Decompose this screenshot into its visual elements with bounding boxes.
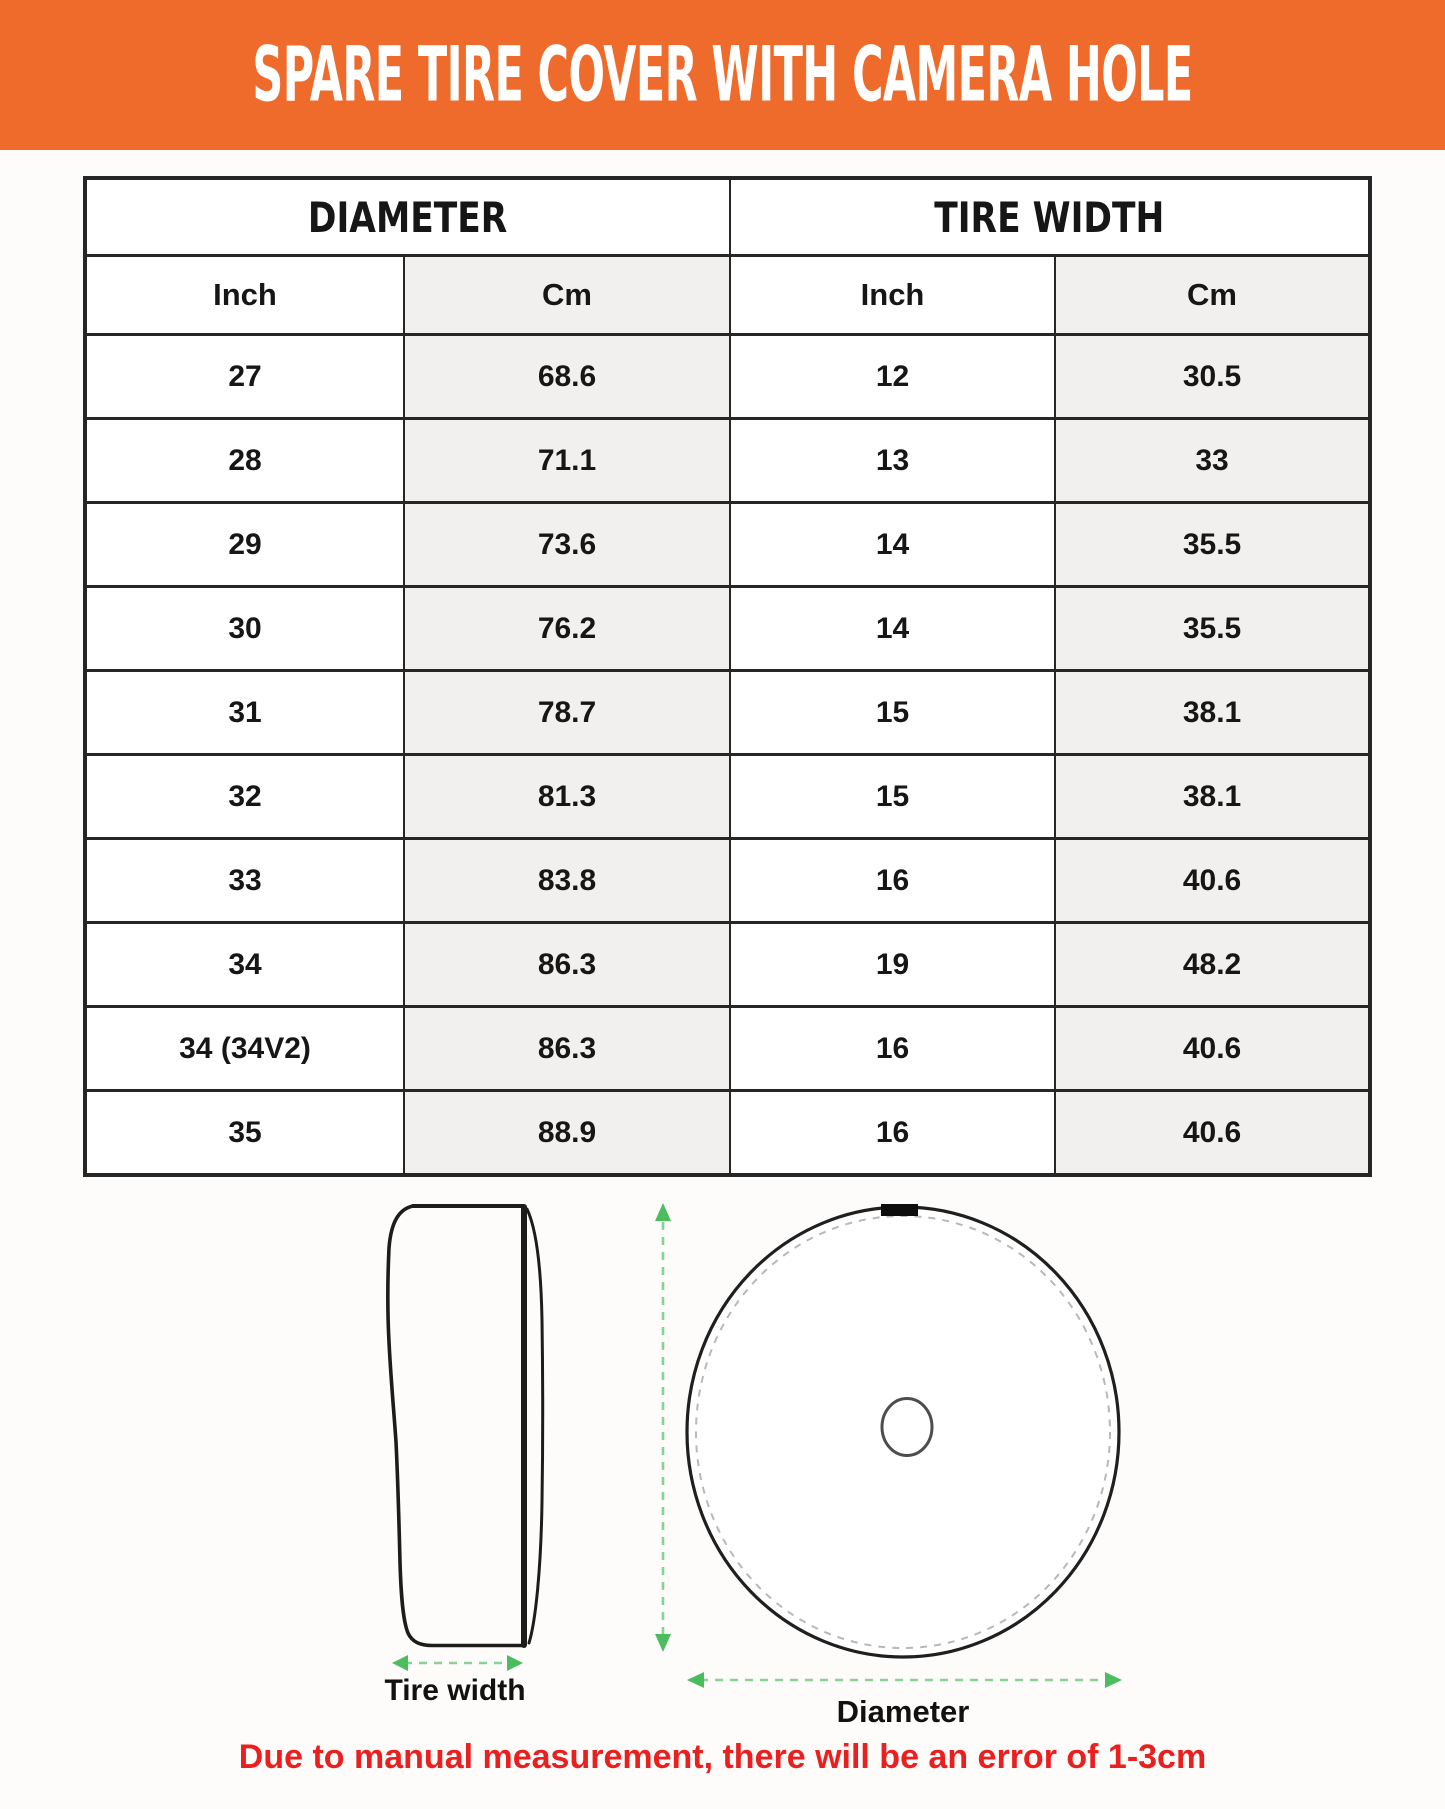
- table-row: [85, 923, 1370, 1007]
- cell-diameter-cm: 83.8: [404, 839, 730, 923]
- cell-width-inch: 16: [730, 839, 1055, 923]
- width-inch-header: Inch: [730, 256, 1055, 335]
- cell-width-cm: 38.1: [1055, 671, 1370, 755]
- table-row: [85, 755, 1370, 839]
- measurement-error-note: Due to manual measurement, there will be an error of 1-3cm: [238, 1738, 1207, 1776]
- cell-diameter-cm: 86.3: [404, 1007, 730, 1091]
- cell-diameter-inch: 33: [85, 839, 404, 923]
- diameter-label: Diameter: [836, 1694, 970, 1729]
- cell-diameter-inch: 31: [85, 671, 404, 755]
- tire-width-group-header: [730, 178, 1370, 256]
- cell-diameter-cm: 71.1: [404, 419, 730, 503]
- header-banner: [0, 0, 1445, 150]
- cell-width-cm: 38.1: [1055, 755, 1370, 839]
- cell-width-inch: 19: [730, 923, 1055, 1007]
- cell-diameter-inch: 34: [85, 923, 404, 1007]
- table-row: [85, 503, 1370, 587]
- cell-diameter-cm: 81.3: [404, 755, 730, 839]
- cell-width-inch: 15: [730, 755, 1055, 839]
- cell-diameter-inch: 28: [85, 419, 404, 503]
- tire-width-arrow: [392, 1655, 523, 1671]
- measurement-diagram: [0, 1170, 1445, 1736]
- cell-width-inch: 14: [730, 587, 1055, 671]
- table-row: [85, 419, 1370, 503]
- cell-diameter-cm: 86.3: [404, 923, 730, 1007]
- diameter-inch-header: Inch: [85, 256, 404, 335]
- table-row: [85, 335, 1370, 419]
- cell-width-cm: 48.2: [1055, 923, 1370, 1007]
- cell-width-inch: 12: [730, 335, 1055, 419]
- cell-width-cm: 33: [1055, 419, 1370, 503]
- table-group-header-row: [85, 178, 1370, 256]
- cell-diameter-inch: 29: [85, 503, 404, 587]
- tire-front-view: [687, 1204, 1119, 1657]
- cell-width-cm: 40.6: [1055, 1007, 1370, 1091]
- camera-hole-tab: [881, 1204, 918, 1216]
- height-arrow: [655, 1203, 671, 1652]
- diameter-group-label: DIAMETER: [308, 192, 508, 242]
- cell-diameter-inch: 35: [85, 1091, 404, 1176]
- cell-width-cm: 40.6: [1055, 1091, 1370, 1176]
- table-row: [85, 671, 1370, 755]
- table-row: [85, 587, 1370, 671]
- diameter-arrow: [687, 1672, 1122, 1688]
- cell-diameter-inch: 34 (34V2): [85, 1007, 404, 1091]
- tire-width-group-label: TIRE WIDTH: [934, 192, 1165, 242]
- table-subheader-row: [85, 256, 1370, 335]
- cell-diameter-inch: 30: [85, 587, 404, 671]
- table-row: [85, 1091, 1370, 1176]
- cell-width-cm: 30.5: [1055, 335, 1370, 419]
- cell-diameter-inch: 32: [85, 755, 404, 839]
- table-row: [85, 1007, 1370, 1091]
- tire-width-label: Tire width: [384, 1674, 526, 1707]
- cell-width-inch: 14: [730, 503, 1055, 587]
- cell-width-cm: 35.5: [1055, 587, 1370, 671]
- width-cm-header: Cm: [1055, 256, 1370, 335]
- cell-width-inch: 13: [730, 419, 1055, 503]
- cell-diameter-inch: 27: [85, 335, 404, 419]
- cell-diameter-cm: 88.9: [404, 1091, 730, 1176]
- diameter-cm-header: Cm: [404, 256, 730, 335]
- cell-width-inch: 16: [730, 1091, 1055, 1176]
- cell-diameter-cm: 76.2: [404, 587, 730, 671]
- tire-side-view: [388, 1206, 543, 1646]
- cell-diameter-cm: 78.7: [404, 671, 730, 755]
- cell-width-cm: 35.5: [1055, 503, 1370, 587]
- size-chart-table: [83, 176, 1372, 1177]
- cell-width-inch: 16: [730, 1007, 1055, 1091]
- cell-diameter-cm: 68.6: [404, 335, 730, 419]
- cell-width-cm: 40.6: [1055, 839, 1370, 923]
- page-title: SPARE TIRE COVER WITH CAMERA HOLE: [252, 31, 1193, 119]
- cell-width-inch: 15: [730, 671, 1055, 755]
- table-row: [85, 839, 1370, 923]
- diameter-group-header: [85, 178, 730, 256]
- cell-diameter-cm: 73.6: [404, 503, 730, 587]
